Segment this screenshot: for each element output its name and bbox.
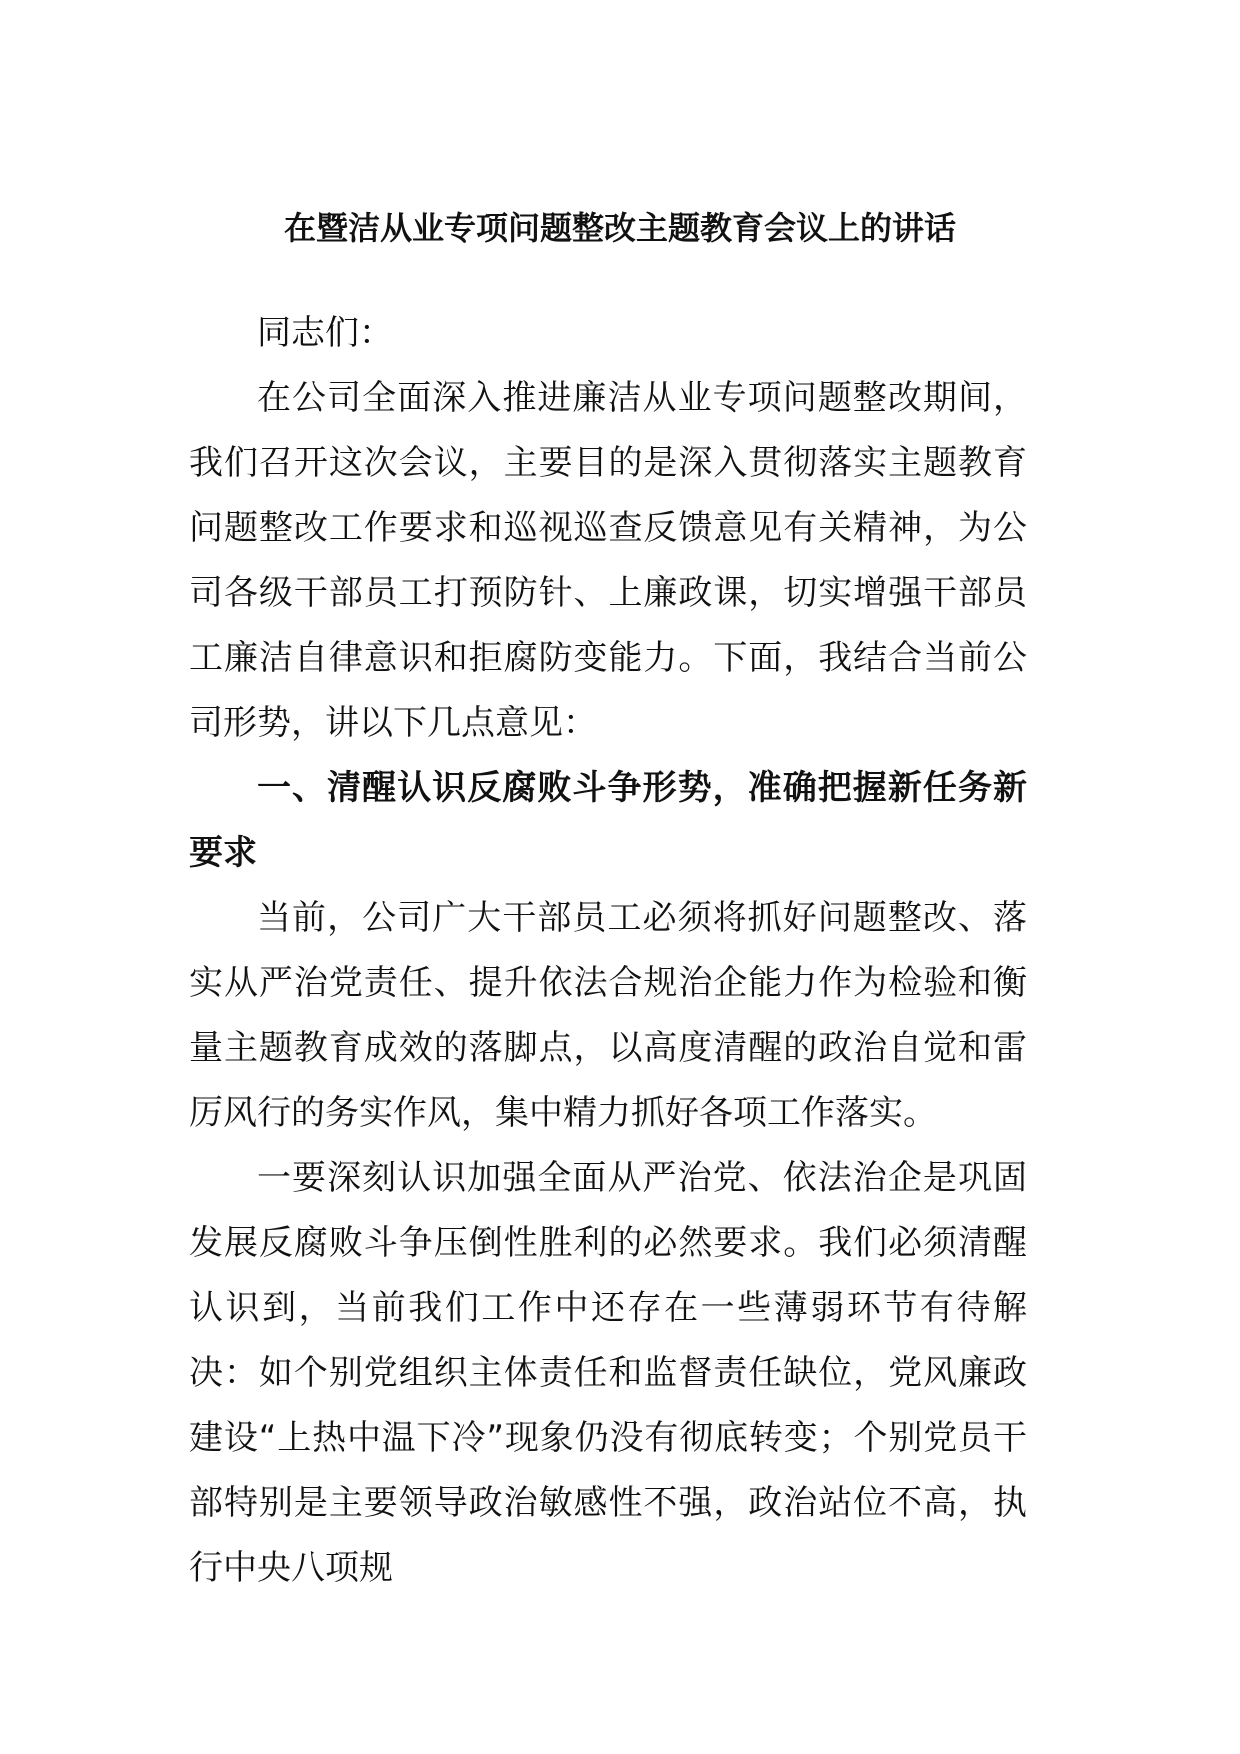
section-heading-1: 一、清醒认识反腐败斗争形势，准确把握新任务新要求 [189, 768, 1027, 873]
paragraph-salutation: 同志们： [257, 313, 393, 353]
paragraph-first-point: 一要深刻认识加强全面从严治党、依法治企是巩固发展反腐败斗争压倒性胜利的必然要求。我们必须清醒认识到，当前我们工作中还存在一些薄弱环节有待解决：如个别党组织主体责任和监督责任缺位，党风廉政建设“上热中温下冷”现象仍没有彻底转变；个别党员干部特别是主要领导政治敏感性不强，政治站位不高，执行中央八项规 [189, 1158, 1027, 1588]
paragraph-intro: 在公司全面深入推进廉洁从业专项问题整改期间，我们召开这次会议，主要目的是深入贯彻落实主题教育问题整改工作要求和巡视巡查反馈意见有关精神，为公司各级干部员工打预防针、上廉政课，切实增强干部员工廉洁自律意识和拒腐防变能力。下面，我结合当前公司形势，讲以下几点意见： [189, 378, 1027, 743]
document-title: 在暨洁从业专项问题整改主题教育会议上的讲话 [283, 209, 956, 247]
paragraph-current-situation: 当前，公司广大干部员工必须将抓好问题整改、落实从严治党责任、提升依法合规治企能力作为检验和衡量主题教育成效的落脚点，以高度清醒的政治自觉和雷厉风行的务实作风，集中精力抓好各项工作落实。 [189, 898, 1027, 1133]
document-body [189, 301, 1027, 1601]
